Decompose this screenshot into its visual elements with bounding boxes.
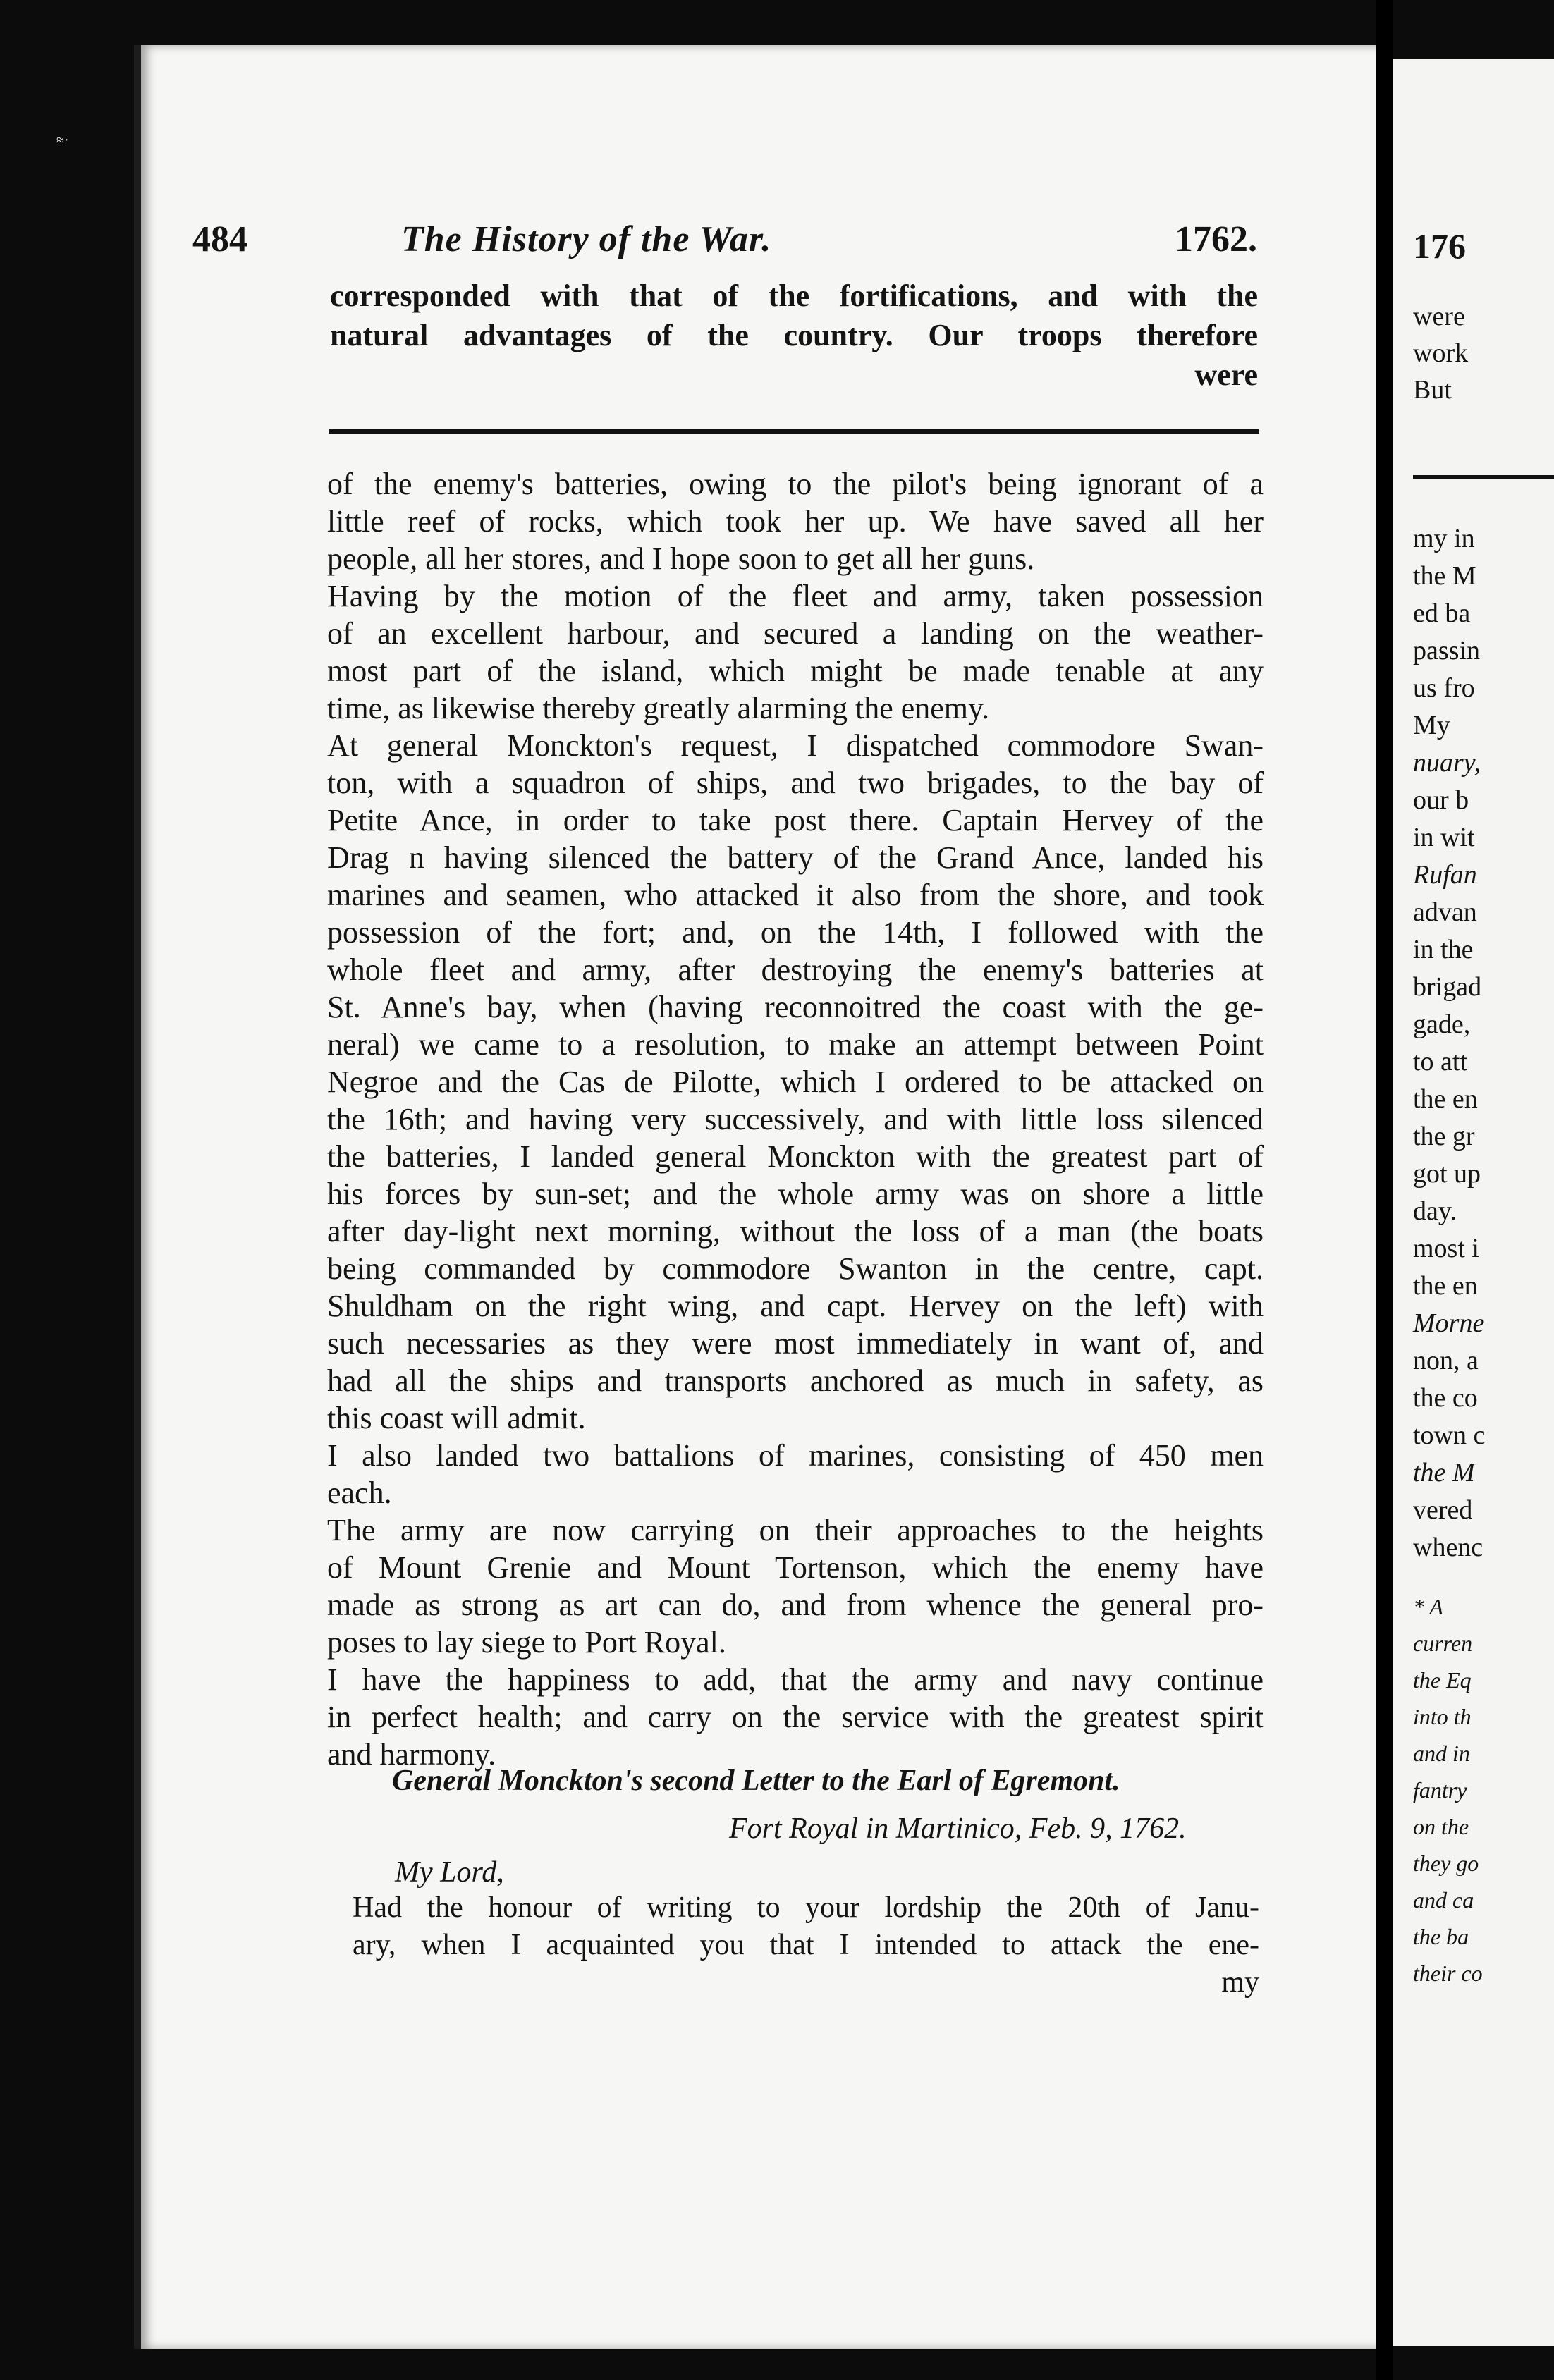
body-line: the batteries, I landed general Monckton with the greatest part of [327, 1139, 1264, 1174]
right-line: the co [1413, 1383, 1478, 1413]
body-line: whole fleet and army, after destroying the enemy's batteries at [327, 952, 1264, 987]
right-line: But [1413, 375, 1452, 405]
body-line: little reef of rocks, which took her up. We have saved all her [327, 504, 1264, 539]
body-line: the 16th; and having very successively, and with little loss silenced [327, 1102, 1264, 1136]
right-line: were [1413, 302, 1465, 331]
right-line: My [1413, 711, 1450, 740]
body-line: Drag n having silenced the battery of the Grand Ance, landed his [327, 840, 1264, 875]
right-line: passin [1413, 636, 1480, 665]
body-line: had all the ships and transports anchored as much in safety, as [327, 1363, 1264, 1398]
right-line: the en [1413, 1084, 1478, 1114]
book-gutter [1376, 0, 1393, 2380]
letter-title: General Monckton's second Letter to the Earl of Egremont. [392, 1765, 1120, 1797]
body-line: made as strong as art can do, and from whence the general pro- [327, 1588, 1264, 1622]
right-line: in wit [1413, 823, 1475, 852]
right-line: advan [1413, 897, 1477, 927]
right-line: Morne [1413, 1308, 1485, 1338]
body-line: such necessaries as they were most immediately in want of, and [327, 1326, 1264, 1361]
catchword: my [1221, 1966, 1259, 1999]
right-footnote-line: they go [1413, 1851, 1479, 1876]
running-title: The History of the War. [401, 219, 772, 259]
text-line: natural advantages of the country. Our troops therefore [330, 318, 1258, 352]
right-line: Rufan [1413, 860, 1477, 890]
right-line: the gr [1413, 1122, 1475, 1151]
right-line: nuary, [1413, 748, 1481, 778]
right-header-fragment: 176 [1413, 226, 1466, 266]
body-line: and harmony. [327, 1737, 496, 1772]
body-line: marines and seamen, who attacked it also from the shore, and took [327, 878, 1264, 912]
body-line: At general Monckton's request, I dispatched commodore Swan- [327, 728, 1264, 763]
right-line: whenc [1413, 1533, 1483, 1562]
right-footnote-line: the ba [1413, 1924, 1469, 1949]
dateline: Fort Royal in Martinico, Feb. 9, 1762. [729, 1812, 1187, 1845]
right-line: the M [1413, 1458, 1475, 1488]
body-line: I also landed two battalions of marines, consisting of 450 men [327, 1438, 1264, 1473]
body-line: this coast will admit. [327, 1401, 586, 1435]
body-line: of an excellent harbour, and secured a landing on the weather- [327, 616, 1264, 651]
letter-opening [353, 1889, 1259, 2001]
page-number: 484 [192, 219, 247, 259]
body-line: possession of the fort; and, on the 14th, I followed with the [327, 915, 1264, 950]
right-line: most i [1413, 1234, 1479, 1263]
body-line: St. Anne's bay, when (having reconnoitred the coast with the ge- [327, 990, 1264, 1024]
body-lines [327, 465, 1264, 1773]
body-line: ton, with a squadron of ships, and two brigades, to the bay of [327, 766, 1264, 800]
body-line: of Mount Grenie and Mount Tortenson, which the enemy have [327, 1550, 1264, 1585]
salutation: My Lord, [395, 1856, 504, 1889]
right-footnote-line: their co [1413, 1961, 1483, 1986]
body-line: Negroe and the Cas de Pilotte, which I ordered to be attacked on [327, 1065, 1264, 1099]
body-line: I have the happiness to add, that the army and navy continue [327, 1662, 1264, 1697]
right-footnote-line: * A [1413, 1594, 1443, 1619]
right-line: day. [1413, 1196, 1457, 1226]
body-line: of the enemy's batteries, owing to the pilot's being ignorant of a [327, 467, 1264, 501]
right-footnote-line: into th [1413, 1704, 1472, 1729]
right-line: brigad [1413, 972, 1482, 1002]
top-text-block [330, 276, 1258, 395]
right-line: in the [1413, 935, 1474, 964]
section-rule [329, 429, 1259, 434]
text-line: ary, when I acquainted you that I intended to attack the ene- [353, 1929, 1259, 1961]
right-page-fragment [1393, 59, 1554, 2346]
body-line: his forces by sun-set; and the whole army was on shore a little [327, 1177, 1264, 1211]
body-line: being commanded by commodore Swanton in the centre, capt. [327, 1251, 1264, 1286]
right-line: our b [1413, 785, 1469, 815]
header-year: 1762. [1175, 219, 1257, 259]
right-footnote-line: the Eq [1413, 1667, 1472, 1693]
body-line: neral) we came to a resolution, to make an attempt between Point [327, 1027, 1264, 1062]
body-line: The army are now carrying on their approaches to the heights [327, 1513, 1264, 1547]
body-line: Shuldham on the right wing, and capt. Hervey on the left) with [327, 1289, 1264, 1323]
right-line: my in [1413, 524, 1475, 553]
running-header [192, 219, 1257, 264]
body-line: in perfect health; and carry on the service with the greatest spirit [327, 1700, 1264, 1734]
main-text-block [327, 465, 1264, 1773]
right-line: non, a [1413, 1346, 1479, 1375]
right-line: the en [1413, 1271, 1478, 1301]
right-line: us fro [1413, 673, 1475, 703]
right-line: work [1413, 338, 1469, 368]
right-line: town c [1413, 1421, 1486, 1450]
body-line: time, as likewise thereby greatly alarming the enemy. [327, 691, 990, 725]
body-line: poses to lay siege to Port Royal. [327, 1625, 726, 1660]
text-line: Had the honour of writing to your lordship the 20th of Janu- [353, 1891, 1259, 1924]
body-line: Having by the motion of the fleet and army, taken possession [327, 579, 1264, 613]
right-line: the M [1413, 561, 1476, 591]
right-line: got up [1413, 1159, 1481, 1189]
right-line: gade, [1413, 1010, 1471, 1039]
catchword: were [1194, 357, 1258, 392]
right-footnote-line: on the [1413, 1814, 1469, 1839]
scan-edge-mark: ≈· [56, 133, 69, 148]
body-line: people, all her stores, and I hope soon to get all her guns. [327, 541, 1035, 576]
right-line: ed ba [1413, 599, 1471, 628]
body-line: most part of the island, which might be made tenable at any [327, 654, 1264, 688]
right-footnote-line: and in [1413, 1741, 1470, 1766]
right-line: to att [1413, 1047, 1468, 1076]
right-footnote-line: fantry [1413, 1777, 1467, 1803]
right-line: vered [1413, 1495, 1473, 1525]
body-line: after day-light next morning, without the loss of a man (the boats [327, 1214, 1264, 1249]
right-footnote-line: curren [1413, 1631, 1473, 1656]
right-footnote-line: and ca [1413, 1887, 1474, 1913]
text-line: corresponded with that of the fortifications, and with the [330, 278, 1258, 313]
right-section-rule [1413, 475, 1554, 479]
body-line: each. [327, 1476, 392, 1510]
body-line: Petite Ance, in order to take post there. Captain Hervey of the [327, 803, 1264, 838]
